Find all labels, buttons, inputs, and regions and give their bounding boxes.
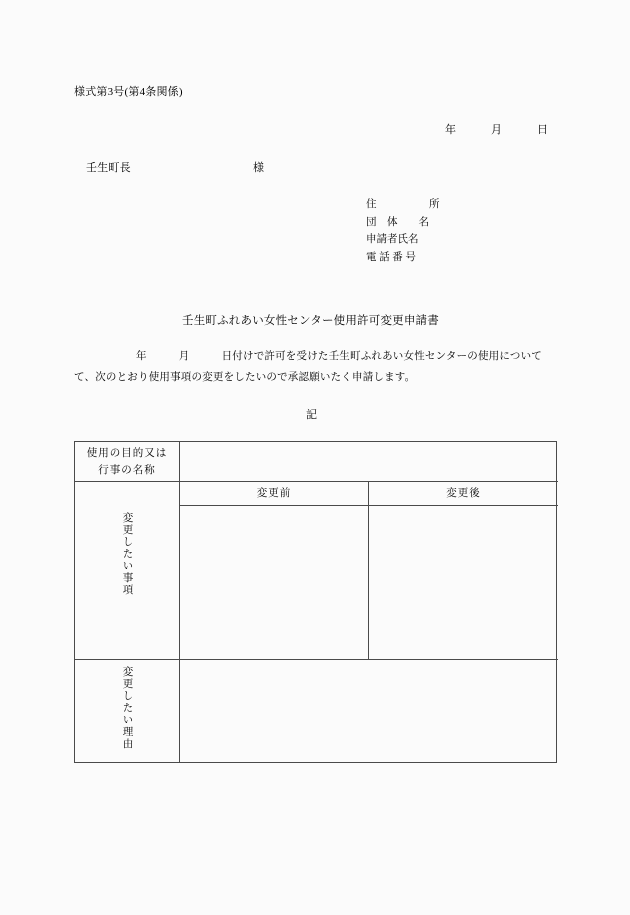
ki-marker: 記: [306, 409, 318, 421]
reason-value-cell[interactable]: [180, 660, 558, 763]
addressee: 壬生町長: [86, 162, 131, 174]
change-items-label-text: 変更したい事項: [121, 512, 133, 596]
applicant-fields: [366, 196, 440, 266]
change-items-label-cell: [75, 506, 180, 660]
reason-label-cell: [75, 660, 180, 763]
body-line-2: て、次のとおり使用事項の変更をしたいので承認願いたく申請します。: [74, 372, 416, 383]
form-number: 様式第3号(第4条関係): [74, 86, 183, 98]
purpose-label-line2: 行事の名称: [98, 465, 156, 476]
column-header-before: 変更前: [180, 482, 369, 506]
page-title: 壬生町ふれあい女性センター使用許可変更申請書: [182, 315, 439, 327]
body-line-1: 年 月 日付けで許可を受けた壬生町ふれあい女性センターの使用について: [136, 351, 542, 362]
applicant-field-organization: 団 体 名: [366, 216, 429, 228]
purpose-label-line1: 使用の目的又は: [86, 448, 168, 459]
change-before-cell[interactable]: [180, 506, 369, 660]
date-line: 年 月 日: [445, 124, 549, 136]
applicant-field-address: 住 所: [366, 199, 440, 210]
purpose-value-cell[interactable]: [180, 442, 558, 482]
change-after-cell[interactable]: [369, 506, 558, 660]
reason-label-text: 変更したい理由: [121, 666, 133, 750]
change-items-label-top: [75, 482, 180, 506]
addressee-honorific: 様: [253, 162, 265, 174]
applicant-field-name: 申請者氏名: [366, 234, 419, 245]
purpose-label-cell: [75, 442, 180, 482]
column-header-after: 変更後: [369, 482, 558, 506]
applicant-field-phone: 電 話 番 号: [366, 251, 416, 263]
application-table: [74, 441, 557, 763]
